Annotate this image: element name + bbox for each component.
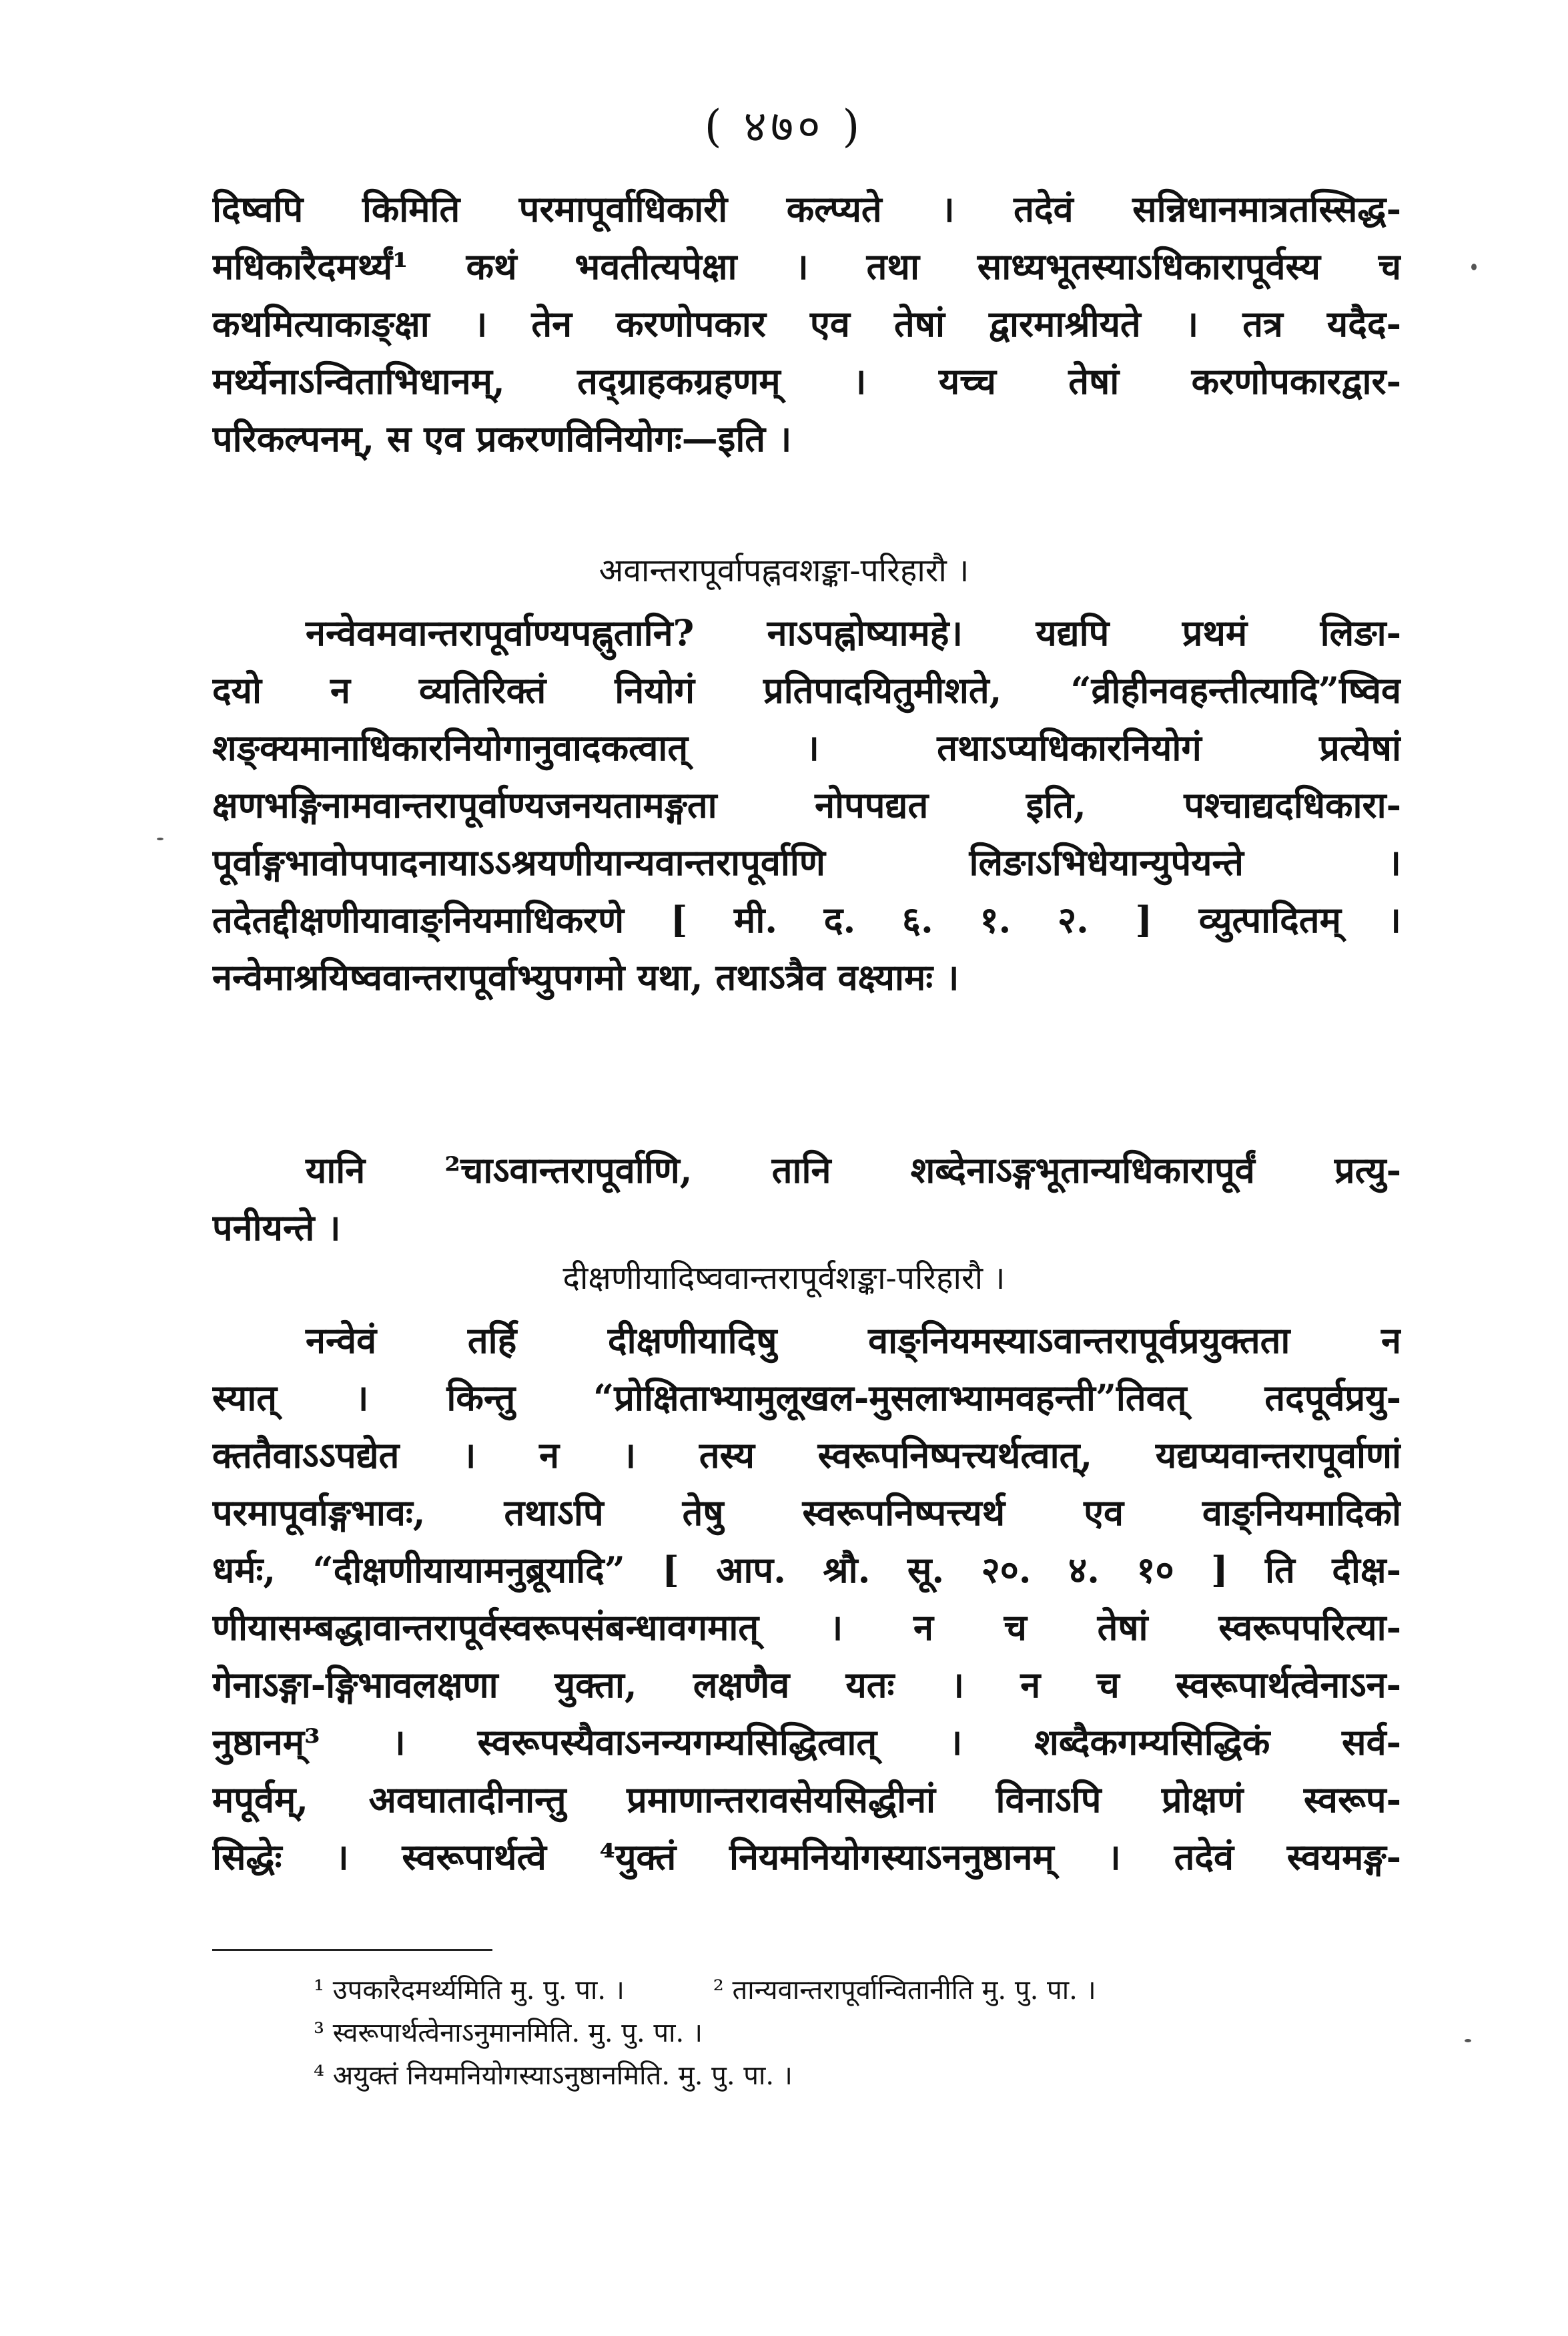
section-heading-dikshaniya: दीक्षणीयादिष्ववान्तरापूर्वशङ्का-परिहारौ । xyxy=(562,1259,1006,1297)
text-line: स्यात् । किन्तु “प्रोक्षिताभ्यामुलूखल-मुसलाभ्यामवहन्ती”तिवत् तदपूर्वप्रयु- xyxy=(212,1376,1401,1419)
scan-speck xyxy=(1471,264,1477,270)
text-line: दिष्वपि किमिति परमापूर्वाधिकारी कल्प्यते । तदेवं सन्निधानमात्रतस्सिद्ध- xyxy=(212,188,1401,230)
text-line: गेनाऽङ्गा-ङ्गिभावलक्षणा युक्ता, लक्षणैव यतः । न च स्वरूपार्थत्वेनाऽन- xyxy=(212,1663,1401,1706)
text-line: दयो न व्यतिरिक्तं नियोगं प्रतिपादयितुमीशते, “व्रीहीनवहन्तीत्यादि”ष्विव xyxy=(212,669,1401,711)
footnote-4: ⁴ अयुक्तं नियमनियोगस्याऽनुष्ठानमिति. मु. पु. पा. । xyxy=(314,2060,793,2091)
footnotes xyxy=(314,1969,1408,2097)
text-line: नन्वेवमवान्तरापूर्वाण्यपह्नुतानि? नाऽपह्नोष्यामहे। यद्यपि प्रथमं लिङा- xyxy=(306,611,1401,654)
footnote-2: ² तान्यवान्तरापूर्वान्वितानीति मु. पु. पा. । xyxy=(713,1975,1096,2006)
scan-speck xyxy=(1465,2039,1471,2042)
text-line: मपूर्वम्, अवघातादीनान्तु प्रमाणान्तरावसेयसिद्धीनां विनाऽपि प्रोक्षणं स्वरूप- xyxy=(212,1778,1401,1821)
paragraph-dikshaniya xyxy=(212,1311,1401,1885)
text-line: पनीयन्ते । xyxy=(212,1206,341,1249)
footnote-3: ³ स्वरूपार्थत्वेनाऽनुमानमिति. मु. पु. पा. । xyxy=(314,2018,703,2048)
text-line: णीयासम्बद्धावान्तरापूर्वस्वरूपसंबन्धावगमात् । न च तेषां स्वरूपपरित्या- xyxy=(212,1606,1401,1649)
footnote-divider xyxy=(212,1949,492,1951)
text-line: यानि ²चाऽवान्तरापूर्वाणि, तानि शब्देनाऽङ्गभूतान्यधिकारापूर्वं प्रत्यु- xyxy=(306,1149,1401,1191)
paragraph-yani xyxy=(212,1141,1401,1256)
text-line: नन्वेमाश्रयिष्ववान्तरापूर्वाभ्युपगमो यथा, तथाऽत्रैव वक्ष्यामः । xyxy=(212,956,959,998)
text-line: तदेतद्दीक्षणीयावाङ्नियमाधिकरणे [ मी. द. ६. १. २. ] व्युत्पादितम् । xyxy=(212,898,1401,941)
footnote-row xyxy=(314,2012,1408,2054)
text-line: सिद्धेः । स्वरूपार्थत्वे ⁴युक्तं नियमनियोगस्याऽननुष्ठानम् । तदेवं स्वयमङ्ग- xyxy=(212,1835,1401,1878)
text-line: धर्मः, “दीक्षणीयायामनुब्रूयादि” [ आप. श्रौ. सू. २०. ४. १० ] ति दीक्ष- xyxy=(212,1548,1401,1591)
text-line: नुष्ठानम्³ । स्वरूपस्यैवाऽनन्यगम्यसिद्धित्वात् । शब्दैकगम्यसिद्धिकं सर्व- xyxy=(212,1721,1401,1763)
paragraph-continuation xyxy=(212,180,1401,467)
footnote-row xyxy=(314,1969,1408,2012)
footnote-1: ¹ उपकारैदमर्थ्यमिति मु. पु. पा. । xyxy=(314,1975,625,2006)
text-line: क्षणभङ्गिनामवान्तरापूर्वाण्यजनयतामङ्गता नोपपद्यत इति, पश्चाद्यदधिकारा- xyxy=(212,784,1401,826)
section-heading-avantarapurva: अवान्तरापूर्वापह्नवशङ्का-परिहारौ । xyxy=(599,552,969,589)
footnote-row xyxy=(314,2054,1408,2097)
page-number: ( ४७० ) xyxy=(704,101,864,152)
scan-speck xyxy=(157,838,163,840)
text-line: पूर्वाङ्गभावोपपादनायाऽऽश्रयणीयान्यवान्तरापूर्वाणि लिङाऽभिधेयान्युपेयन्ते । xyxy=(212,841,1401,884)
text-line: परमापूर्वाङ्गभावः, तथाऽपि तेषु स्वरूपनिष्पत्त्यर्थ एव वाङ्नियमादिको xyxy=(212,1491,1401,1534)
text-line: क्ततैवाऽऽपद्येत । न । तस्य स्वरूपनिष्पत्त्यर्थत्वात्, यद्यप्यवान्तरापूर्वाणां xyxy=(212,1434,1401,1476)
text-line: शङ्क्यमानाधिकारनियोगानुवादकत्वात् । तथाऽप्यधिकारनियोगं प्रत्येषां xyxy=(212,726,1401,769)
paragraph-objection-reply xyxy=(212,604,1401,1006)
text-line: मधिकारैदमर्थ्यं¹ कथं भवतीत्यपेक्षा । तथा साध्यभूतस्याऽधिकारापूर्वस्य च xyxy=(212,245,1401,288)
text-line: मर्थ्येनाऽन्विताभिधानम्, तद्ग्राहकग्रहणम् । यच्च तेषां करणोपकारद्वार- xyxy=(212,360,1401,402)
text-line: कथमित्याकाङ्क्षा । तेन करणोपकार एव तेषां द्वारमाश्रीयते । तत्र यदैद- xyxy=(212,302,1401,345)
text-line: नन्वेवं तर्हि दीक्षणीयादिषु वाङ्नियमस्याऽवान्तरापूर्वप्रयुक्तता न xyxy=(306,1319,1401,1362)
text-line: परिकल्पनम्, स एव प्रकरणविनियोगः—इति । xyxy=(212,417,792,460)
